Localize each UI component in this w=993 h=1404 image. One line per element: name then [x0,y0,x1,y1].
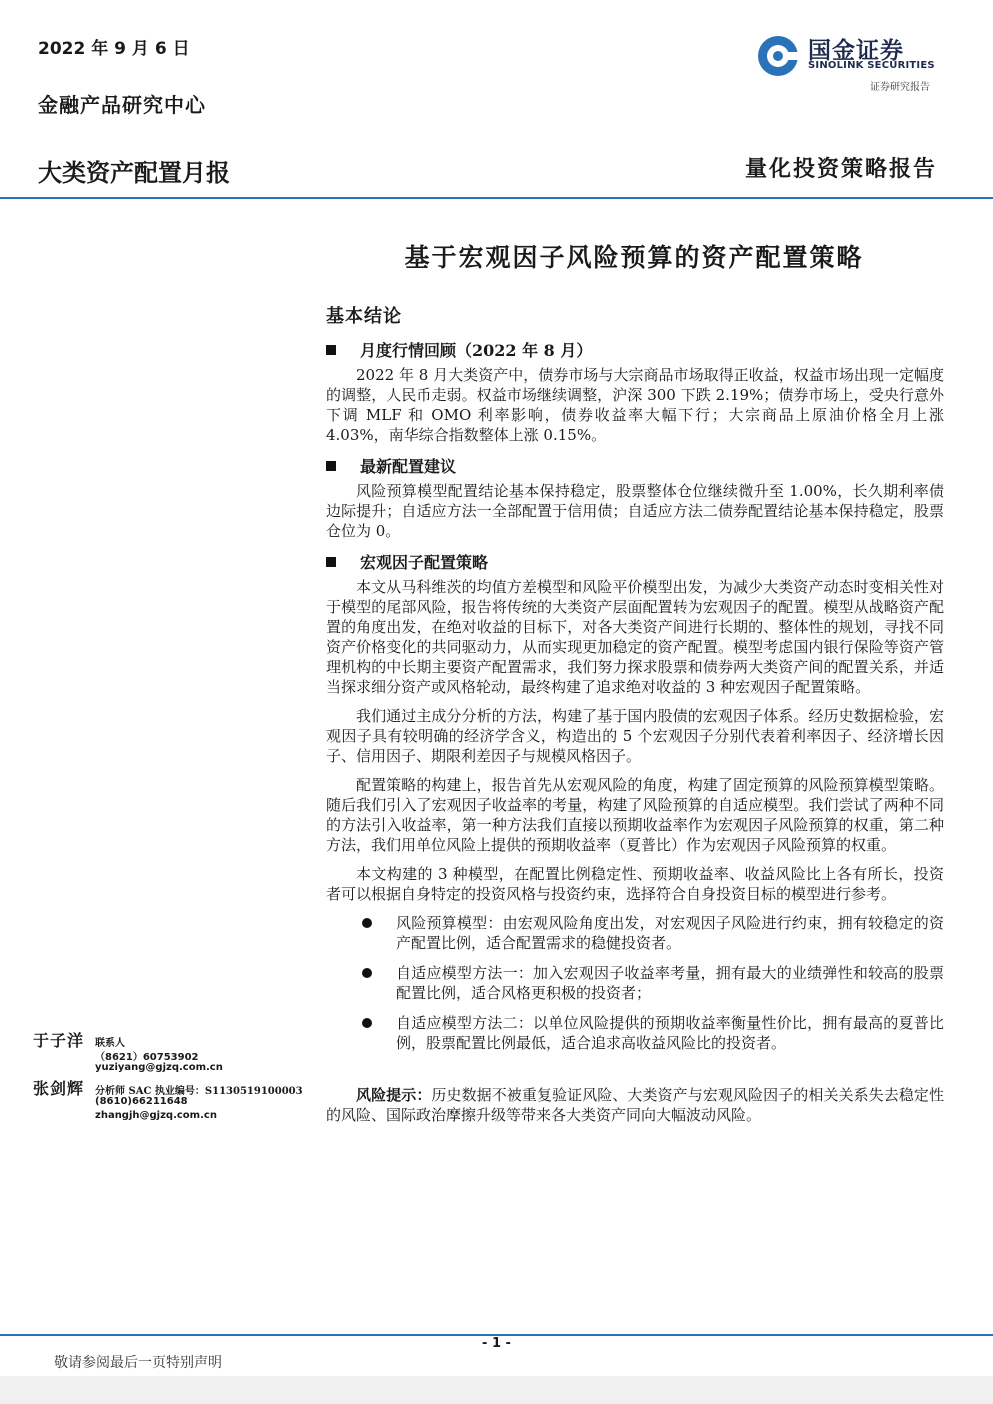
logo-mark-icon [756,34,800,78]
bullet-dot-icon [362,1018,372,1028]
document-title: 基于宏观因子风险预算的资产配置策略 [404,243,864,272]
logo-subtitle: 证券研究报告 [870,82,930,93]
risk-text: 历史数据不被重复验证风险、大类资产与宏观风险因子的相关关系失去稳定性的风险、国际政治摩擦升级等带来各大类资产同向大幅波动风险。 [326,1086,944,1124]
analyst-card [33,1079,323,1130]
header-divider [0,197,993,199]
square-bullet-icon [326,345,336,355]
footer-disclaimer: 敬请参阅最后一页特别声明 [54,1355,222,1371]
list-item-text: 自适应模型方法二：以单位风险提供的预期收益率衡量性价比，拥有最高的夏普比例，股票配置比例最低，适合追求高收益风险比的投资者。 [396,1014,944,1052]
paragraph: 我们通过主成分分析的方法，构建了基于国内股债的宏观因子体系。经历史数据检验，宏观因子具有较明确的经济学含义，构造出的 5 个宏观因子分别代表着利率因子、经济增长因子、信用因子、期限利差因子与规模风格因子。 [326,707,944,765]
model-list [326,913,944,1053]
page-number: - 1 - [482,1336,511,1351]
list-item-text: 风险预算模型：由宏观风险角度出发，对宏观因子风险进行约束，拥有较稳定的资产配置比例，适合配置需求的稳健投资者。 [396,914,944,952]
analyst-role: 分析师 SAC 执业编号：S1130519100003 [95,1086,303,1097]
analyst-email[interactable]: yuziyang@gjzq.com.cn [95,1062,223,1073]
report-date: 2022 年 9 月 6 日 [38,39,190,59]
paragraph: 本文构建的 3 种模型，在配置比例稳定性、预期收益率、收益风险比上各有所长，投资者可以根据自身特定的投资风格与投资约束，选择符合自身投资目标的模型进行参考。 [326,865,944,903]
bullet-dot-icon [362,968,372,978]
square-bullet-icon [326,461,336,471]
analyst-info [33,1028,323,1130]
analyst-phone: (8610)66211648 [95,1096,188,1107]
section-heading-text: 宏观因子配置策略 [360,553,489,572]
square-bullet-icon [326,557,336,567]
section-heading-text: 月度行情回顾（2022 年 8 月） [360,341,593,360]
list-item [326,913,944,953]
risk-warning [326,1085,944,1125]
section-heading [326,454,944,477]
section-heading [326,338,944,361]
logo-name-cn: 国金证券 [808,38,904,64]
company-logo [756,32,946,94]
analyst-name: 于子洋 [33,1031,85,1050]
paragraph: 本文从马科维茨的均值方差模型和风险平价模型出发，为减少大类资产动态时变相关性对于模型的尾部风险，报告将传统的大类资产层面配置转为宏观因子的配置。模型从战略资产配置的角度出发，在绝对收益的目标下，对各大类资产间进行长期的、整体性的规划，寻找不同资产价格变化的共同驱动力，从而实现更加稳定的资产配置。模型考虑国内银行保险等资产管理机构的中长期主要资产配置需求，我们努力探求股票和债券两大类资产间的配置关系，并适当探求细分资产或风格轮动，最终构建了追求绝对收益的 3 种宏观因子配置策略。 [326,578,944,696]
risk-label: 风险提示： [356,1086,432,1104]
paragraph: 配置策略的构建上，报告首先从宏观风险的角度，构建了固定预算的风险预算模型策略。随后我们引入了宏观因子收益率的考量，构建了风险预算的自适应模型。我们尝试了两种不同的方法引入收益率，第一种方法我们直接以预期收益率作为宏观因子风险预算的权重，第二种方法，我们用单位风险上提供的预期收益率（夏普比）作为宏观因子风险预算的权重。 [326,776,944,854]
main-content [326,302,944,1134]
analyst-name: 张剑辉 [33,1079,85,1098]
analyst-email[interactable]: zhangjh@gjzq.com.cn [95,1110,217,1121]
paragraph: 2022 年 8 月大类资产中，债券市场与大宗商品市场取得正收益，权益市场出现一定幅度的调整，人民币走弱。权益市场继续调整，沪深 300 下跌 2.19%；债券市场上，受央行意外下调 MLF 和 OMO 利率影响，债券收益率大幅下行；大宗商品上原油价格全月上涨 4.03%，南华综合指数整体上涨 0.15%。 [326,366,944,444]
analyst-phone: （8621）60753902 [95,1052,199,1063]
report-category: 量化投资策略报告 [744,156,937,182]
summary-heading: 基本结论 [326,306,402,327]
report-type: 大类资产配置月报 [38,159,230,187]
logo-name-en: SINOLINK SECURITIES [808,60,935,71]
paragraph: 风险预算模型配置结论基本保持稳定，股票整体仓位继续微升至 1.00%，长久期利率债边际提升；自适应方法一全部配置于信用债；自适应方法二债券配置结论基本保持稳定，股票仓位为 0。 [326,482,944,540]
footer-band [0,1376,993,1404]
section-heading-text: 最新配置建议 [360,457,457,476]
research-center-name: 金融产品研究中心 [38,93,206,117]
list-item-text: 自适应模型方法一：加入宏观因子收益率考量，拥有最大的业绩弹性和较高的股票配置比例，适合风格更积极的投资者； [396,964,944,1002]
list-item [326,963,944,1003]
list-item [326,1013,944,1053]
bullet-dot-icon [362,918,372,928]
analyst-role: 联系人 [95,1038,125,1049]
section-heading [326,550,944,573]
